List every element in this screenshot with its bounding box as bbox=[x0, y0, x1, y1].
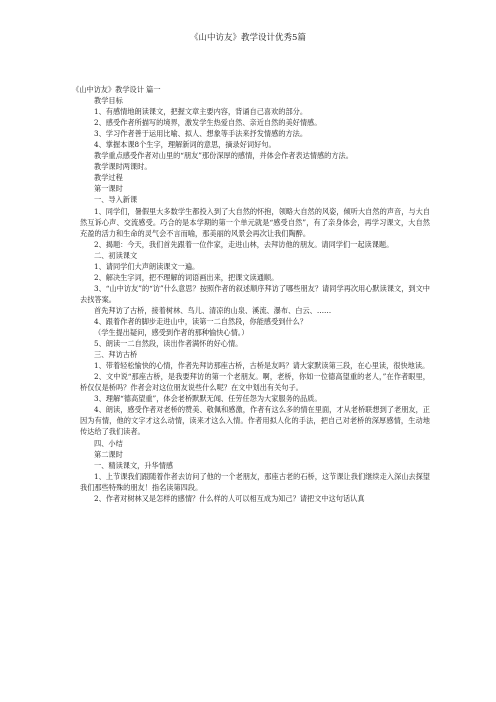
paragraph: 5、朗读一二自然段，读出作者满怀的好心情。 bbox=[94, 339, 243, 349]
paragraph: 二、初读课文 bbox=[94, 250, 138, 260]
paragraph: 4、跟着作者的脚步走进山中，读第一二自然段，你能感受到什么？ bbox=[94, 316, 308, 326]
paragraph: 一、导入新课 bbox=[94, 195, 138, 205]
paragraph: 1、上节课我们跟随着作者去访问了他的一个老朋友，那座古老的石桥，这节课让我们继续走入深山去探望我们那些特殊的朋友！指名读第四段。 bbox=[80, 471, 430, 492]
paragraph: 第一课时 bbox=[94, 184, 123, 194]
document-title: 《山中访友》教学设计优秀5篇 bbox=[190, 33, 306, 43]
paragraph: 三、拜访古桥 bbox=[94, 350, 138, 360]
paragraph: 教学目标 bbox=[94, 96, 123, 106]
paragraph: 2、解决生字词，把不理解的词语画出来，把课文读通顺。 bbox=[94, 272, 279, 282]
paragraph: 3、学习作者善于运用比喻、拟人、想象等手法来抒发情感的方法。 bbox=[94, 129, 308, 139]
paragraph: 教学重点感受作者对山里的“朋友”那份深厚的感情，并体会作者表达情感的方法。 bbox=[94, 151, 353, 161]
paragraph: 1、带着轻松愉快的心情，作者先拜访那座古桥，古桥是友吗？请大家默读第三段，在心里读，很快地读。 bbox=[94, 361, 430, 371]
paragraph: 1、请同学们大声朗读课文一遍。 bbox=[94, 261, 200, 271]
paragraph: （学生提出疑问，感受到作者的那种愉快心情。） bbox=[94, 328, 249, 338]
paragraph: 1、同学们，暑假里大多数学生都投入到了大自然的怀抱，领略大自然的风姿，倾听大自然的声音，与大自然互诉心声、交流感受。巧合的是本学期的第一个单元就是“感受自然”，有了亲身体会，再学习课文，大自然充盈的活力和生命的灵气会不言而喻，那美丽的风景会再次让我们陶醉。 bbox=[80, 206, 430, 238]
paragraph: 3、理解“德高望重”，体会老桥默默无闻、任劳任怨为大家服务的品质。 bbox=[94, 394, 322, 404]
paragraph: 1、有感情地朗读课文，把握文章主要内容，背诵自己喜欢的部分。 bbox=[94, 107, 308, 117]
section-heading: 《山中访友》教学设计 篇一 bbox=[72, 85, 161, 94]
paragraph: 首先拜访了古桥，接着树林、鸟儿、清凉的山泉、溪流、瀑布、白云、…… bbox=[94, 305, 332, 315]
paragraph: 2、感受作者所描写的境界，激发学生热爱自然、亲近自然的美好情感。 bbox=[94, 118, 322, 128]
paragraph: 4、掌握本课8个生字，理解新词的意思，摘录好词好句。 bbox=[94, 140, 276, 150]
paragraph: 4、朗读，感受作者对老桥的赞美、敬佩和感激，作者有这么多的情在里面，才从老桥联想到了老朋友，正因为有情，他的文字才这么动情，读来才这么入情。作者用拟人化的手法，把自己对老桥的深厚感情，生动地传达给了我们读者。 bbox=[80, 405, 430, 437]
paragraph: 2、文中说“那座古桥，是我要拜访的第一个老朋友。啊，老桥，你如一位德高望重的老人，”在作者眼里，桥仅仅是桥吗？作者会对这位朋友说些什么呢？在文中划出有关句子。 bbox=[80, 372, 430, 393]
paragraph: 3、“山中访友”的“访”什么意思？按照作者的叙述顺序拜访了哪些朋友？请同学再次用心默读课文，到文中去找答案。 bbox=[80, 283, 430, 304]
paragraph: 教学课时两课时。 bbox=[94, 162, 152, 172]
paragraph: 2、揭题：今天，我们首先跟着一位作家，走进山林，去拜访他的朋友。请同学们一起读课题。 bbox=[94, 239, 394, 249]
paragraph: 四、小结 bbox=[94, 438, 123, 448]
paragraph: 教学过程 bbox=[94, 173, 123, 183]
paragraph: 第二课时 bbox=[94, 449, 123, 459]
document-body bbox=[72, 84, 430, 504]
paragraph: 2、作者对树林又是怎样的感情？什么样的人可以相互成为知己？请把文中这句话认真 bbox=[94, 493, 365, 503]
paragraph: 一、精读课文，升华情感 bbox=[94, 460, 174, 470]
